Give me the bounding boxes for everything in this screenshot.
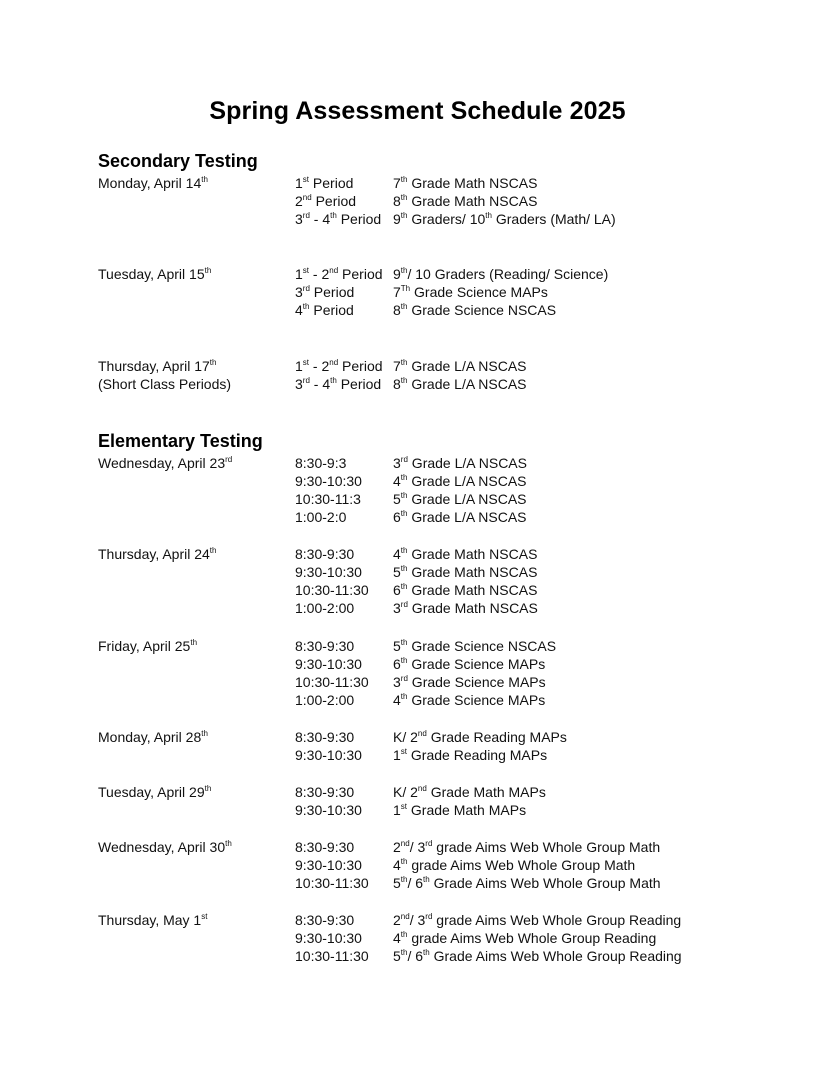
test-cell: 9th Graders/ 10th Graders (Math/ LA) xyxy=(393,211,616,227)
test-cell: 7th Grade L/A NSCAS xyxy=(393,358,527,374)
period-cell: 1st - 2nd Period xyxy=(295,358,383,374)
day-cell: Tuesday, April 15th xyxy=(98,266,212,282)
schedule-row xyxy=(0,673,835,691)
period-cell: 3rd - 4th Period xyxy=(295,211,382,227)
test-cell: 5th Grade L/A NSCAS xyxy=(393,491,527,507)
time-cell: 8:30-9:30 xyxy=(295,784,355,800)
test-cell: K/ 2nd Grade Math MAPs xyxy=(393,784,546,800)
test-cell: 8th Grade Math NSCAS xyxy=(393,193,538,209)
time-cell: 8:30-9:30 xyxy=(295,729,355,745)
time-cell: 1:00-2:00 xyxy=(295,692,355,708)
period-cell: 3rd - 4th Period xyxy=(295,376,382,392)
period-cell: 3rd Period xyxy=(295,284,355,300)
test-cell: 8th Grade Science NSCAS xyxy=(393,302,557,318)
day-cell: (Short Class Periods) xyxy=(98,376,232,392)
time-cell: 9:30-10:30 xyxy=(295,857,362,873)
time-cell: 8:30-9:3 xyxy=(295,455,347,471)
time-cell: 8:30-9:30 xyxy=(295,638,355,654)
day-cell: Tuesday, April 29th xyxy=(98,784,212,800)
schedule-row xyxy=(0,210,835,228)
schedule-row xyxy=(0,728,835,746)
schedule-row xyxy=(0,508,835,526)
day-cell: Thursday, May 1st xyxy=(98,912,208,928)
test-cell: 4th grade Aims Web Whole Group Reading xyxy=(393,930,657,946)
schedule-row xyxy=(0,545,835,563)
schedule-row xyxy=(0,911,835,929)
schedule-row xyxy=(0,599,835,617)
schedule-row xyxy=(0,691,835,709)
schedule-row xyxy=(0,174,835,192)
schedule-row xyxy=(0,490,835,508)
test-cell: 5th Grade Math NSCAS xyxy=(393,564,538,580)
test-cell: 1st Grade Reading MAPs xyxy=(393,747,548,763)
test-cell: K/ 2nd Grade Reading MAPs xyxy=(393,729,567,745)
schedule-row xyxy=(0,783,835,801)
day-cell: Monday, April 28th xyxy=(98,729,208,745)
schedule-row xyxy=(0,637,835,655)
period-cell: 2nd Period xyxy=(295,193,357,209)
time-cell: 10:30-11:30 xyxy=(295,582,369,598)
page-title: Spring Assessment Schedule 2025 xyxy=(209,97,626,125)
test-cell: 4th Grade Science MAPs xyxy=(393,692,546,708)
test-cell: 3rd Grade Science MAPs xyxy=(393,674,546,690)
test-cell: 6th Grade L/A NSCAS xyxy=(393,509,527,525)
time-cell: 9:30-10:30 xyxy=(295,656,362,672)
test-cell: 5th/ 6th Grade Aims Web Whole Group Math xyxy=(393,875,661,891)
test-cell: 4th grade Aims Web Whole Group Math xyxy=(393,857,636,873)
schedule-row xyxy=(0,357,835,375)
schedule-row xyxy=(0,375,835,393)
period-cell: 4th Period xyxy=(295,302,354,318)
schedule-row xyxy=(0,929,835,947)
time-cell: 8:30-9:30 xyxy=(295,546,355,562)
test-cell: 5th/ 6th Grade Aims Web Whole Group Reading xyxy=(393,948,682,964)
day-cell: Thursday, April 17th xyxy=(98,358,217,374)
time-cell: 8:30-9:30 xyxy=(295,839,355,855)
period-cell: 1st Period xyxy=(295,175,354,191)
schedule-row xyxy=(0,454,835,472)
test-cell: 2nd/ 3rd grade Aims Web Whole Group Reading xyxy=(393,912,682,928)
schedule-row xyxy=(0,874,835,892)
time-cell: 1:00-2:0 xyxy=(295,509,347,525)
time-cell: 9:30-10:30 xyxy=(295,930,362,946)
schedule-row xyxy=(0,655,835,673)
test-cell: 4th Grade L/A NSCAS xyxy=(393,473,527,489)
test-cell: 3rd Grade Math NSCAS xyxy=(393,600,538,616)
time-cell: 10:30-11:30 xyxy=(295,948,369,964)
schedule-row xyxy=(0,192,835,210)
test-cell: 8th Grade L/A NSCAS xyxy=(393,376,527,392)
time-cell: 9:30-10:30 xyxy=(295,802,362,818)
schedule-row xyxy=(0,301,835,319)
test-cell: 9th/ 10 Graders (Reading/ Science) xyxy=(393,266,609,282)
schedule-row xyxy=(0,283,835,301)
schedule-row xyxy=(0,801,835,819)
test-cell: 6th Grade Math NSCAS xyxy=(393,582,538,598)
test-cell: 3rd Grade L/A NSCAS xyxy=(393,455,527,471)
day-cell: Thursday, April 24th xyxy=(98,546,217,562)
schedule-row xyxy=(0,746,835,764)
schedule-row xyxy=(0,838,835,856)
schedule-row xyxy=(0,581,835,599)
day-cell: Wednesday, April 23rd xyxy=(98,455,233,471)
test-cell: 4th Grade Math NSCAS xyxy=(393,546,538,562)
section-heading-elementary: Elementary Testing xyxy=(98,431,263,451)
schedule-row xyxy=(0,472,835,490)
time-cell: 8:30-9:30 xyxy=(295,912,355,928)
day-cell: Monday, April 14th xyxy=(98,175,208,191)
day-cell: Friday, April 25th xyxy=(98,638,198,654)
test-cell: 6th Grade Science MAPs xyxy=(393,656,546,672)
time-cell: 1:00-2:00 xyxy=(295,600,355,616)
test-cell: 2nd/ 3rd grade Aims Web Whole Group Math xyxy=(393,839,661,855)
time-cell: 10:30-11:3 xyxy=(295,491,361,507)
test-cell: 1st Grade Math MAPs xyxy=(393,802,527,818)
section-heading-secondary: Secondary Testing xyxy=(98,151,258,171)
schedule-row xyxy=(0,856,835,874)
schedule-row xyxy=(0,947,835,965)
time-cell: 10:30-11:30 xyxy=(295,674,369,690)
test-cell: 5th Grade Science NSCAS xyxy=(393,638,557,654)
time-cell: 9:30-10:30 xyxy=(295,564,362,580)
test-cell: 7Th Grade Science MAPs xyxy=(393,284,548,300)
schedule-row xyxy=(0,563,835,581)
time-cell: 10:30-11:30 xyxy=(295,875,369,891)
schedule-row xyxy=(0,265,835,283)
test-cell: 7th Grade Math NSCAS xyxy=(393,175,538,191)
period-cell: 1st - 2nd Period xyxy=(295,266,383,282)
day-cell: Wednesday, April 30th xyxy=(98,839,232,855)
time-cell: 9:30-10:30 xyxy=(295,747,362,763)
time-cell: 9:30-10:30 xyxy=(295,473,362,489)
